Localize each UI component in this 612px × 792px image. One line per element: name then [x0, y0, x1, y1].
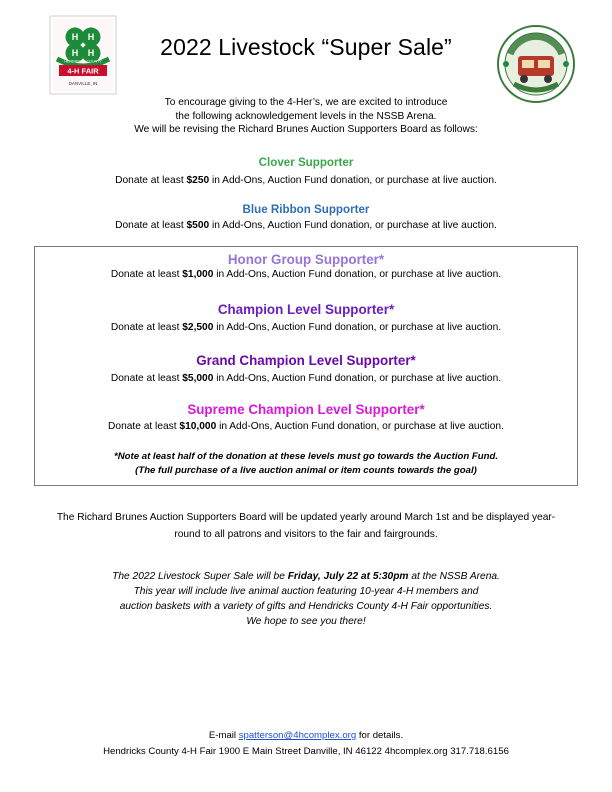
board-line: round to all patrons and visitors to the fair and fairgrounds.: [174, 528, 438, 540]
svg-text:H: H: [71, 32, 79, 42]
tier-supreme-champion-name: Supreme Champion Level Supporter*: [187, 402, 425, 417]
tier-amount: $5,000: [182, 373, 214, 384]
tier-blue-ribbon-name: Blue Ribbon Supporter: [242, 203, 370, 216]
event-date-time: Friday, July 22 at 5:30pm: [287, 571, 409, 582]
board-paragraph: [0, 510, 612, 543]
auction-fund-note: [0, 450, 612, 477]
svg-text:H: H: [71, 48, 79, 58]
tier-amount: $250: [186, 175, 210, 186]
tier-amount: $10,000: [179, 421, 217, 432]
event-line: This year will include live animal auction featuring 10-year 4-H members and: [133, 586, 479, 597]
tier-honor-group-name: Honor Group Supporter*: [227, 252, 385, 267]
tier-honor-group-desc: Donate at least $1,000 in Add-Ons, Auction Fund donation, or purchase at live auction.: [110, 269, 502, 280]
svg-text:H: H: [87, 32, 95, 42]
svg-text:HENDRICKS COUNTY: HENDRICKS COUNTY: [64, 59, 102, 64]
tier-clover-name: Clover Supporter: [258, 156, 354, 169]
note-line: (The full purchase of a live auction animal or item counts towards the goal): [135, 464, 477, 476]
footer-email-line: E-mail spatterson@4hcomplex.org for details.: [208, 730, 404, 741]
email-link[interactable]: spatterson@4hcomplex.org: [238, 730, 357, 741]
event-paragraph: [0, 569, 612, 629]
svg-text:H: H: [87, 48, 95, 58]
intro-line: We will be revising the Richard Brunes Auction Supporters Board as follows:: [134, 124, 478, 136]
svg-text:4-H FAIR: 4-H FAIR: [67, 66, 99, 76]
tier-champion-name: Champion Level Supporter*: [217, 302, 395, 317]
note-line: *Note at least half of the donation at these levels must go towards the Auction Fund.: [114, 451, 498, 462]
intro-paragraph: [0, 96, 612, 137]
event-line: We hope to see you there!: [246, 616, 366, 627]
tier-champion-desc: Donate at least $2,500 in Add-Ons, Auction Fund donation, or purchase at live auction.: [110, 322, 502, 333]
tier-supreme-champion-desc: Donate at least $10,000 in Add-Ons, Auction Fund donation, or purchase at live auction.: [108, 421, 504, 432]
event-line: The 2022 Livestock Super Sale will be Friday, July 22 at 5:30pm at the NSSB Arena.: [112, 571, 500, 582]
tier-grand-champion-name: Grand Champion Level Supporter*: [196, 353, 416, 368]
svg-text:DANVILLE, IN: DANVILLE, IN: [68, 81, 98, 86]
intro-line: To encourage giving to the 4-Her’s, we are excited to introduce: [164, 97, 448, 108]
board-line: The Richard Brunes Auction Supporters Board will be updated yearly around March 1st and be displayed year-: [56, 512, 556, 523]
tier-amount: $500: [186, 220, 210, 231]
tier-amount: $1,000: [182, 269, 214, 280]
tier-blue-ribbon-desc: Donate at least $500 in Add-Ons, Auction Fund donation, or purchase at live auction.: [115, 220, 497, 231]
footer-address: Hendricks County 4-H Fair 1900 E Main Street Danville, IN 46122 4hcomplex.org 317.718.6156: [103, 746, 509, 758]
tier-clover-desc: Donate at least $250 in Add-Ons, Auction Fund donation, or purchase at live auction.: [115, 175, 497, 186]
page-title: 2022 Livestock “Super Sale”: [160, 34, 452, 60]
tier-amount: $2,500: [182, 322, 214, 333]
intro-line: the following acknowledgement levels in the NSSB Arena.: [175, 110, 437, 122]
footer: [0, 728, 612, 761]
event-line: auction baskets with a variety of gifts and Hendricks County 4-H Fair opportunities.: [119, 601, 493, 612]
tier-grand-champion-desc: Donate at least $5,000 in Add-Ons, Auction Fund donation, or purchase at live auction.: [110, 373, 502, 384]
